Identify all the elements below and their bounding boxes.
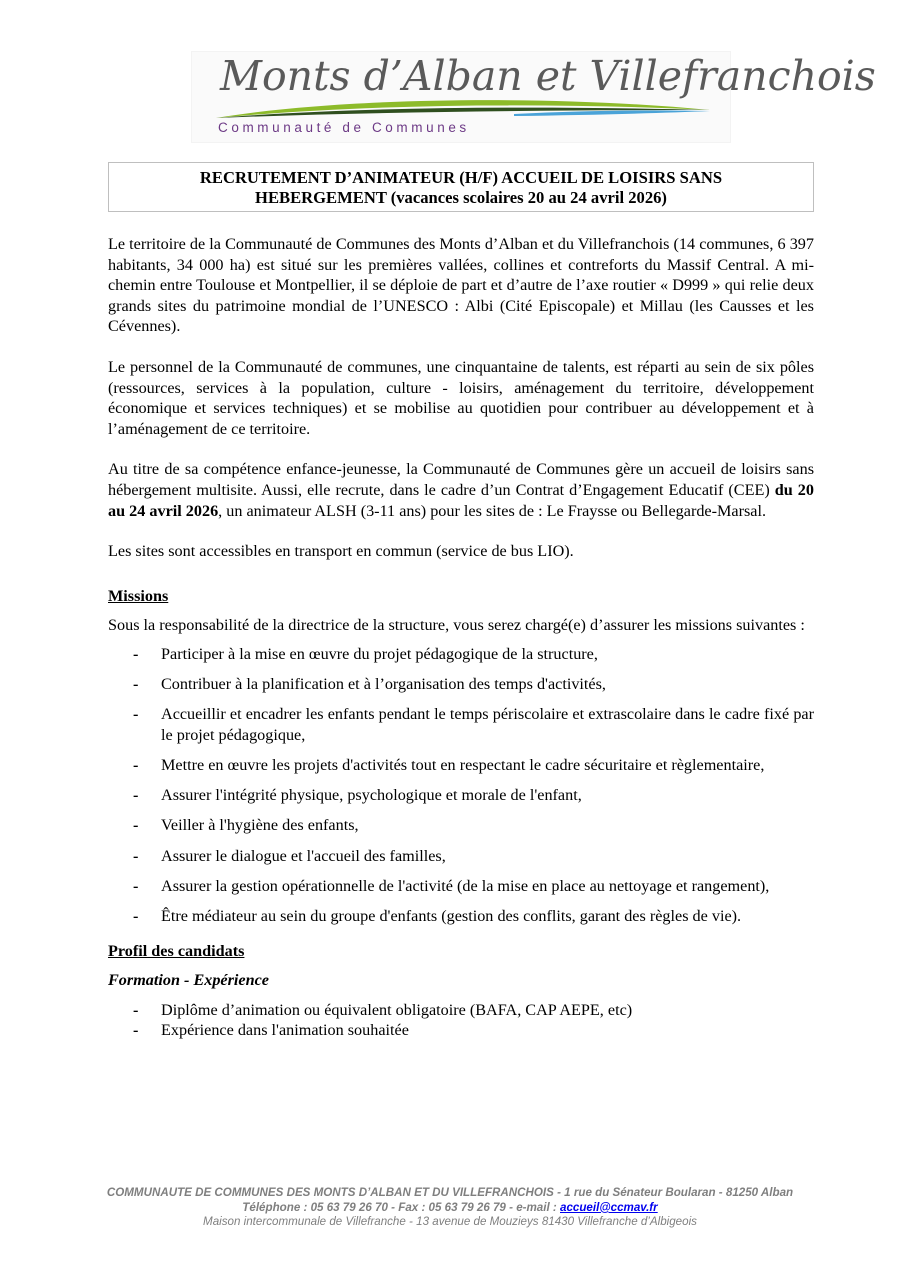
email-link[interactable]: accueil@ccmav.fr xyxy=(560,1200,658,1214)
dash-bullet: - xyxy=(133,846,139,865)
profil-item: - Diplôme d’animation ou équivalent obligatoire (BAFA, CAP AEPE, etc) xyxy=(133,1000,633,1019)
logo-swoosh xyxy=(214,96,714,122)
missions-list xyxy=(108,644,814,927)
dash-bullet: - xyxy=(133,786,139,805)
mission-item: - Assurer la gestion opérationnelle de l'activité (de la mise en place au nettoyage et rangement), xyxy=(133,876,770,895)
recruitment-text-1: Au titre de sa compétence enfance-jeunesse, la Communauté de Communes gère un accueil de loisirs sans hébergement multisite. Aussi, elle recrute, dans le cadre d’un Contrat d’Engagement Educatif (CEE) xyxy=(108,460,814,499)
logo-title: Monts d’Alban et Villefranchois xyxy=(220,52,876,100)
recruitment-dates: du 20 au 24 avril 2026 xyxy=(108,480,814,520)
profil-list xyxy=(108,1000,814,1041)
job-title-line2: HEBERGEMENT (vacances scolaires 20 au 24 avril 2026) xyxy=(255,188,667,207)
paragraph-recruitment xyxy=(108,459,814,521)
dash-bullet: - xyxy=(133,705,139,724)
profil-item: - Expérience dans l'animation souhaitée xyxy=(133,1021,409,1040)
dash-bullet: - xyxy=(133,907,139,925)
paragraph-territory: Le territoire de la Communauté de Communes des Monts d’Alban et du Villefranchois (14 communes, 6 397 habitants, 34 000 ha) est situé sur les premières vallées, collines et contreforts du Massif Central. A mi-chemin entre Toulouse et Montpellier, il se déploie de part et d’autre de l’axe routier « D999 » qui relie deux grands sites du patrimoine mondial de l’UNESCO : Albi (Cité Episcopale) et Millau (les Causses et les Cévennes). xyxy=(108,235,814,336)
dash-bullet: - xyxy=(133,756,139,775)
mission-item: - Veiller à l'hygiène des enfants, xyxy=(133,816,359,835)
formation-subheading: Formation - Expérience xyxy=(108,971,269,990)
dash-bullet: - xyxy=(133,1021,139,1040)
dash-bullet: - xyxy=(133,1000,139,1019)
missions-intro: Sous la responsabilité de la directrice de la structure, vous serez chargé(e) d’assurer les missions suivantes : xyxy=(108,616,805,635)
mission-item: - Assurer l'intégrité physique, psychologique et morale de l'enfant, xyxy=(133,786,582,805)
logo-subtitle: Communauté de Communes xyxy=(218,120,470,135)
job-title-line1: RECRUTEMENT D’ANIMATEUR (H/F) ACCUEIL DE LOISIRS SANS xyxy=(199,168,723,187)
dash-bullet: - xyxy=(133,675,139,694)
document-body xyxy=(108,234,814,1041)
profil-heading: Profil des candidats xyxy=(108,941,245,960)
mission-item: - Mettre en œuvre les projets d'activités tout en respectant le cadre sécuritaire et règlementaire, xyxy=(133,756,765,775)
footer xyxy=(0,1186,900,1230)
job-title-box xyxy=(108,162,814,212)
dash-bullet: - xyxy=(133,816,139,835)
mission-item: - Accueillir et encadrer les enfants pendant le temps périscolaire et extrascolaire dans le cadre fixé par le projet pédagogique, xyxy=(133,705,814,744)
mission-item: - Être médiateur au sein du groupe d'enfants (gestion des conflits, garant des règles de vie). xyxy=(133,907,742,925)
missions-heading: Missions xyxy=(108,586,169,605)
recruitment-text-2: , un animateur ALSH (3-11 ans) pour les sites de : Le Fraysse ou Bellegarde-Marsal. xyxy=(218,501,767,520)
swoosh-blue xyxy=(514,110,710,116)
mission-item: - Participer à la mise en œuvre du projet pédagogique de la structure, xyxy=(133,644,598,663)
paragraph-transport: Les sites sont accessibles en transport en commun (service de bus LIO). xyxy=(108,542,574,561)
footer-address: COMMUNAUTE DE COMMUNES DES MONTS D’ALBAN ET DU VILLEFRANCHOIS - 1 rue du Sénateur Boularan - 81250 Alban xyxy=(106,1186,794,1199)
footer-contact: Téléphone : 05 63 79 26 70 - Fax : 05 63 79 26 79 - e-mail : accueil@ccmav.fr xyxy=(242,1200,658,1214)
mission-item: - Contribuer à la planification et à l’organisation des temps d'activités, xyxy=(133,675,606,694)
dash-bullet: - xyxy=(133,644,139,663)
mission-item: - Assurer le dialogue et l'accueil des familles, xyxy=(133,846,446,865)
paragraph-staff: Le personnel de la Communauté de communes, une cinquantaine de talents, est réparti au sein de six pôles (ressources, services à la population, culture - loisirs, aménagement du territoire, développement économique et services techniques) et se mobilise au quotidien pour contribuer au développement et à l’aménagement de ce territoire. xyxy=(108,357,814,438)
logo xyxy=(192,52,876,142)
footer-maison: Maison intercommunale de Villefranche - 13 avenue de Mouzieys 81430 Villefranche d’Albigeois xyxy=(203,1215,697,1229)
dash-bullet: - xyxy=(133,876,139,895)
